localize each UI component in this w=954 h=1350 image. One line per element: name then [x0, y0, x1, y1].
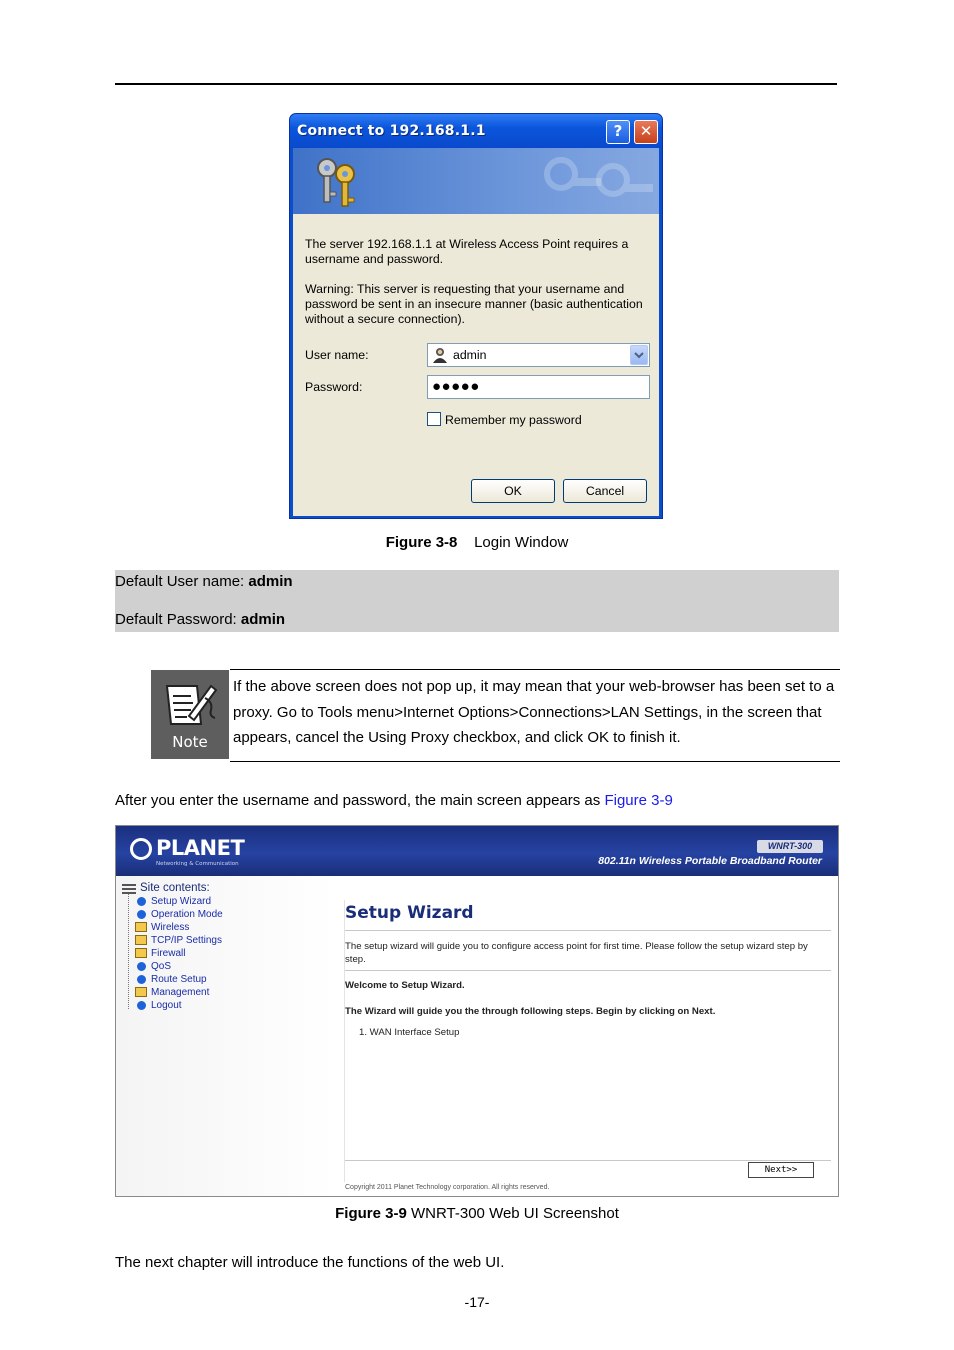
planet-logo: PLANET: [156, 836, 245, 860]
heading-rule: [345, 930, 831, 931]
planet-logo-subtitle: Networking & Communication: [156, 861, 239, 867]
management-folder-icon: [135, 987, 147, 997]
help-button[interactable]: ?: [606, 120, 630, 144]
webui-copyright: Copyright 2011 Planet Technology corporation. All rights reserved.: [345, 1184, 550, 1191]
sidebar-item-wireless[interactable]: Wireless: [151, 922, 190, 933]
step-1: 1. WAN Interface Setup: [359, 1027, 460, 1038]
close-button[interactable]: ✕: [634, 120, 658, 144]
firewall-folder-icon: [135, 948, 147, 958]
sidebar-item-management[interactable]: Management: [151, 987, 210, 998]
logout-icon: [137, 1001, 146, 1010]
operation-mode-icon: [137, 910, 146, 919]
default-username-value: admin: [248, 573, 293, 590]
sidebar-item-tcpip-settings[interactable]: TCP/IP Settings: [151, 935, 222, 946]
login-dialog: [289, 113, 663, 519]
figure-3-8-caption: [0, 534, 954, 551]
webui-header: [116, 826, 838, 876]
intro-rule: [345, 970, 831, 971]
default-username-prefix: Default User name:: [115, 573, 249, 590]
note-icon: [151, 670, 229, 759]
default-username-line: [115, 573, 293, 590]
setup-wizard-icon: [137, 897, 146, 906]
welcome-text: Welcome to Setup Wizard.: [345, 980, 465, 991]
dialog-body: [293, 214, 659, 516]
note-bottom-rule: [230, 761, 840, 762]
remember-password-label[interactable]: Remember my password: [445, 413, 582, 427]
page-number: -17-: [464, 1294, 490, 1310]
user-icon: [432, 347, 448, 363]
password-field[interactable]: [427, 375, 650, 399]
closing-paragraph: The next chapter will introduce the functions of the web UI.: [115, 1254, 505, 1271]
username-dropdown-button[interactable]: [630, 345, 648, 365]
default-credentials-box: [115, 570, 839, 632]
dialog-warning: Warning: This server is requesting that your username and password be sent in an insecure manner (basic authentication without a secure connection).: [305, 282, 643, 326]
site-contents-title: Site contents:: [140, 882, 210, 894]
dialog-titlebar: [290, 114, 662, 148]
note-top-rule: [230, 669, 840, 670]
product-tagline: 802.11n Wireless Portable Broadband Router: [598, 855, 822, 867]
password-value: ●●●●●: [432, 378, 480, 395]
site-contents-icon: [122, 884, 136, 895]
sidebar-item-qos[interactable]: QoS: [151, 961, 172, 972]
webui-sidebar: [116, 876, 336, 1196]
figure-3-9-number: Figure 3-9: [335, 1205, 407, 1222]
chevron-down-icon: [631, 346, 647, 364]
username-combobox[interactable]: [427, 343, 650, 367]
route-setup-icon: [137, 975, 146, 984]
username-label: User name:: [305, 348, 369, 362]
dialog-banner: [293, 148, 659, 214]
sidebar-item-operation-mode[interactable]: Operation Mode: [151, 909, 223, 920]
figure-3-8-title: Login Window: [474, 534, 569, 551]
ok-button[interactable]: OK: [471, 479, 555, 503]
model-badge: WNRT-300: [757, 840, 823, 853]
wireless-folder-icon: [135, 922, 147, 932]
figure-3-9-link[interactable]: Figure 3-9: [604, 792, 673, 809]
sidebar-item-logout[interactable]: Logout: [151, 1000, 182, 1011]
default-password-prefix: Default Password:: [115, 611, 241, 628]
setup-wizard-intro: The setup wizard will guide you to configure access point for first time. Please follow the setup wizard step by step.: [345, 941, 808, 965]
qos-icon: [137, 962, 146, 971]
after-login-paragraph: [115, 792, 673, 809]
note-text: If the above screen does not pop up, it may mean that your web-browser has been set to a proxy. Go to Tools menu>Internet Options>Connections>LAN Settings, in the screen that appears, cancel the Using Proxy checkbox, and click OK to finish it.: [233, 678, 835, 746]
default-password-line: [115, 611, 285, 628]
remember-password-checkbox[interactable]: [427, 412, 441, 426]
steps-intro: The Wizard will guide you the through following steps. Begin by clicking on Next.: [345, 1006, 716, 1017]
note-label: Note: [172, 733, 208, 751]
sidebar-item-setup-wizard[interactable]: Setup Wizard: [151, 896, 212, 907]
planet-logo-icon: [130, 838, 152, 860]
figure-3-8-number: Figure 3-8: [385, 534, 458, 551]
dialog-message: The server 192.168.1.1 at Wireless Access Point requires a username and password.: [305, 237, 629, 266]
cancel-button[interactable]: Cancel: [563, 479, 647, 503]
header-rule: [115, 83, 837, 85]
sidebar-tree-line: [128, 894, 129, 1009]
sidebar-item-firewall[interactable]: Firewall: [151, 948, 186, 959]
wizard-footer: [345, 1160, 831, 1180]
default-password-value: admin: [240, 611, 286, 628]
banner-watermark-icon: [589, 154, 653, 212]
after-login-text: After you enter the username and password, the main screen appears as: [115, 792, 605, 809]
next-button[interactable]: Next>>: [748, 1162, 814, 1178]
sidebar-item-route-setup[interactable]: Route Setup: [151, 974, 207, 985]
tcpip-folder-icon: [135, 935, 147, 945]
figure-3-9-title: WNRT-300 Web UI Screenshot: [406, 1205, 619, 1222]
figure-3-9-caption: [0, 1205, 954, 1222]
setup-wizard-heading: Setup Wizard: [345, 903, 474, 923]
router-webui-screenshot: [115, 825, 839, 1197]
keys-icon: [309, 154, 365, 210]
username-value: admin: [453, 348, 487, 362]
dialog-title: Connect to 192.168.1.1: [297, 123, 486, 139]
note-pen-icon: [161, 678, 219, 730]
password-label: Password:: [305, 380, 363, 394]
